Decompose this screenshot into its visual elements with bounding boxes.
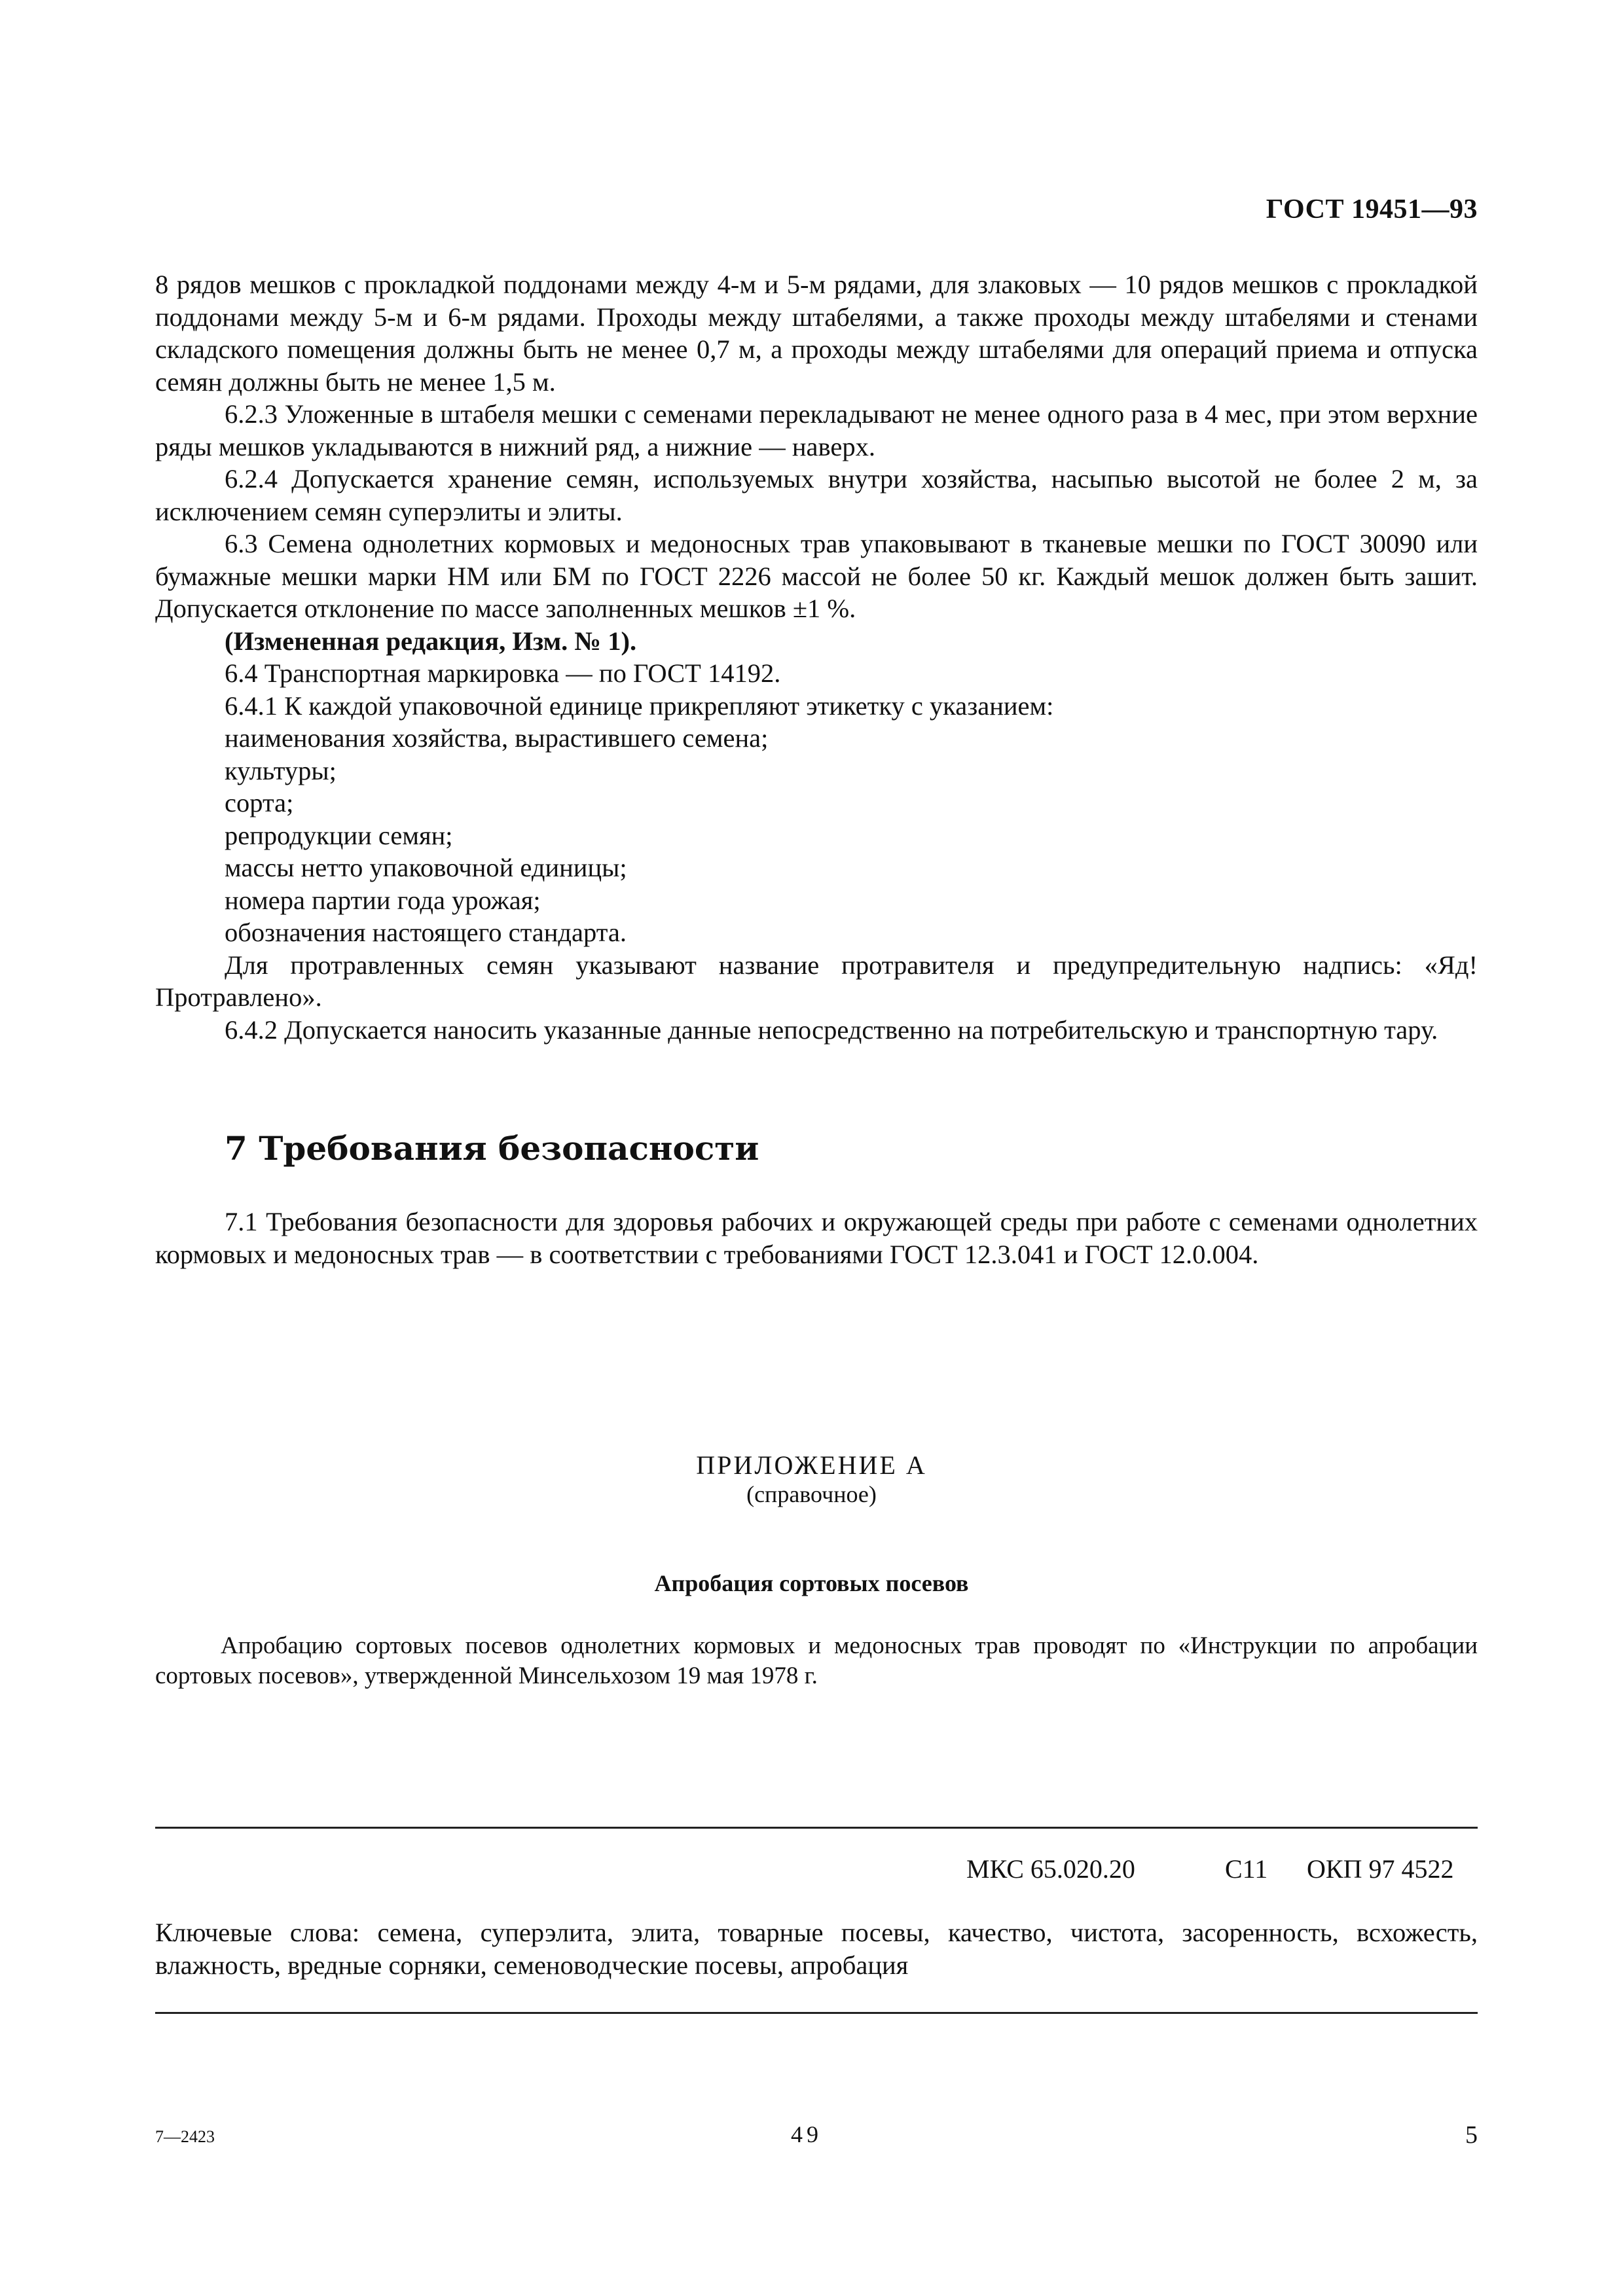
- list-item: культуры;: [225, 755, 337, 785]
- paragraph: 6.3 Семена однолетних кормовых и медоносных трав упаковывают в тканевые мешки по ГОСТ 30090 или бумажные мешки марки НМ или БМ по ГОСТ 2226 массой не более 50 кг. Каждый мешок должен быть зашит. Допускается отклонение по массе заполненных мешков ±1 %.: [155, 529, 1478, 623]
- appendix-title: ПРИЛОЖЕНИЕ А: [696, 1450, 927, 1480]
- bottom-divider: [155, 2012, 1478, 2014]
- paragraph: 6.2.3 Уложенные в штабеля мешки с семенами перекладывают не менее одного раза в 4 мес, при этом верхние ряды мешков укладываются в нижний ряд, а нижние — наверх.: [155, 399, 1478, 461]
- section-text: 7.1 Требования безопасности для здоровья рабочих и окружающей среды при работе с семенами однолетних кормовых и медоносных трав — в соответствии с требованиями ГОСТ 12.3.041 и ГОСТ 12.0.004.: [155, 1207, 1478, 1269]
- document-code: ГОСТ 19451—93: [1266, 194, 1478, 224]
- section-title: 7 Требования безопасности: [225, 1129, 759, 1168]
- print-order-number: 7—2423: [155, 2127, 215, 2146]
- paragraph: 6.4.2 Допускается наносить указанные данные непосредственно на потребительскую и транспортную тару.: [225, 1014, 1438, 1045]
- appendix-text: Апробацию сортовых посевов однолетних кормовых и медоносных трав проводят по «Инструкции по апробации сортовых посевов», утвержденной Минсельхозом 19 мая 1978 г.: [155, 1632, 1478, 1689]
- main-text: [155, 268, 1478, 1046]
- list-item: сорта;: [225, 788, 294, 817]
- top-divider: [155, 1827, 1478, 1829]
- keywords: Ключевые слова: семена, суперэлита, элита, товарные посевы, качество, чистота, засоренность, всхожесть, влажность, вредные сорняки, семеноводческие посевы, апробация: [155, 1918, 1478, 1980]
- page-number: 5: [1465, 2121, 1478, 2149]
- appendix-subtitle: (справочное): [746, 1481, 877, 1507]
- okp-code: ОКП 97 4522: [1307, 1854, 1454, 1884]
- list-item: наименования хозяйства, вырастившего семена;: [225, 723, 769, 753]
- classifier-code: С11: [1225, 1854, 1268, 1884]
- paragraph: 6.2.4 Допускается хранение семян, используемых внутри хозяйства, насыпью высотой не более 2 м, за исключением семян суперэлиты и элиты.: [155, 464, 1478, 526]
- list-item: обозначения настоящего стандарта.: [225, 918, 627, 947]
- paragraph: 6.4.1 К каждой упаковочной единице прикрепляют этикетку с указанием:: [225, 691, 1054, 721]
- mks-code: МКС 65.020.20: [966, 1854, 1135, 1884]
- amendment-note: (Измененная редакция, Изм. № 1).: [225, 626, 637, 656]
- appendix-heading: Апробация сортовых посевов: [654, 1570, 969, 1596]
- sheet-number: 49: [791, 2121, 822, 2147]
- paragraph: Для протравленных семян указывают название протравителя и предупредительную надпись: «Яд! Протравлено».: [155, 950, 1478, 1012]
- list-item: репродукции семян;: [225, 820, 453, 850]
- paragraph: 8 рядов мешков с прокладкой поддонами между 4-м и 5-м рядами, для злаковых — 10 рядов мешков с прокладкой поддонами между 5-м и 6-м рядами. Проходы между штабелями, а также проходы между штабелями и стенами складского помещения должны быть не менее 0,7 м, а проходы между штабелями для операций приема и отпуска семян должны быть не менее 1,5 м.: [155, 270, 1478, 397]
- list-item: массы нетто упаковочной единицы;: [225, 853, 627, 882]
- list-item: номера партии года урожая;: [225, 885, 541, 915]
- paragraph: 6.4 Транспортная маркировка — по ГОСТ 14192.: [225, 658, 781, 688]
